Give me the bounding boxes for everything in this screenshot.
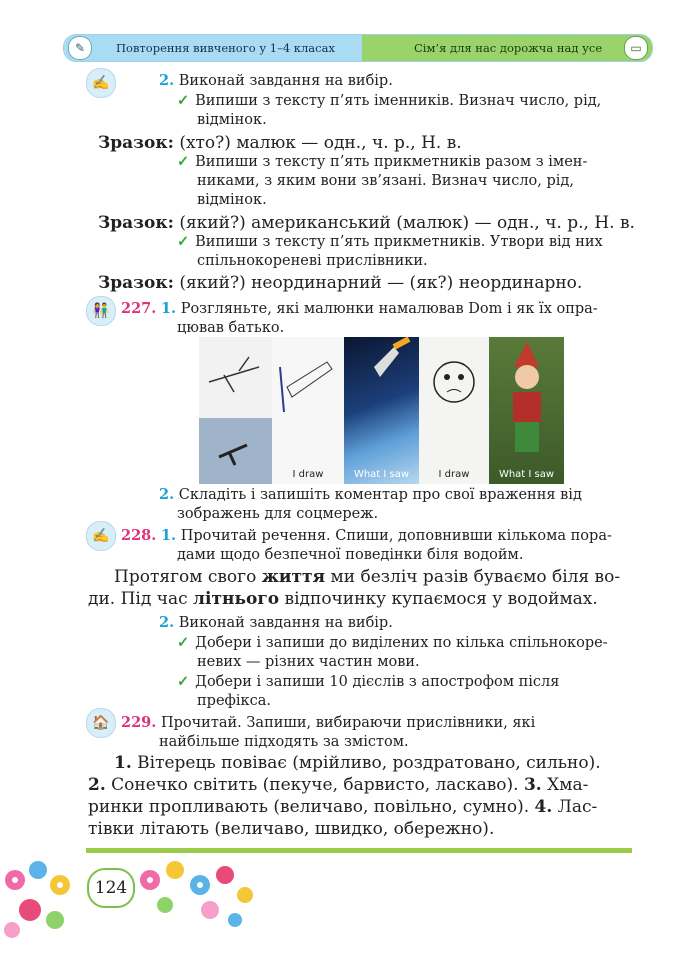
caption-what-i-saw: What I saw bbox=[498, 469, 555, 480]
option-text: Добери і запиши 10 дієслів з апострофом після bbox=[195, 674, 560, 690]
check-icon: ✓ bbox=[177, 92, 190, 109]
task-number: 2. bbox=[159, 486, 175, 503]
photo-space-shuttle bbox=[344, 337, 419, 484]
house-icon: 🏠 bbox=[86, 708, 116, 738]
ex227-task2-text: Складіть і запишіть коментар про свої враження від bbox=[178, 487, 582, 503]
task-intro bbox=[159, 72, 393, 90]
task-intro-text: Виконай завдання на вибір. bbox=[178, 73, 393, 89]
option-2-line-2: никами, з яким вони зв’язані. Визнач число, рід, bbox=[197, 173, 574, 189]
text-part: ми безліч разів буваємо біля во- bbox=[325, 567, 621, 587]
sentence-text: Хма- bbox=[541, 775, 589, 795]
sentence-number: 2. bbox=[88, 775, 106, 795]
children-pair-icon: 👫 bbox=[86, 296, 116, 326]
option-3-line-2: спільнокореневі прислівники. bbox=[197, 253, 428, 269]
header-right-title: Сім’я для нас дорожча над усе bbox=[414, 41, 603, 55]
text-part: Протягом свого bbox=[114, 567, 262, 587]
sample-label: Зразок: bbox=[98, 133, 174, 153]
shuttle-icon bbox=[344, 337, 419, 484]
sentence-number: 1. bbox=[114, 753, 132, 773]
sample-text: (хто?) малюк — одн., ч. р., Н. в. bbox=[179, 133, 462, 153]
photo-drawing-2 bbox=[419, 337, 489, 484]
open-book-icon: ▭ bbox=[624, 36, 648, 60]
option-text: Добери і запиши до виділених по кілька спільнокоре- bbox=[195, 635, 608, 651]
exercise-number: 227. bbox=[121, 300, 157, 317]
ex228-line-1 bbox=[121, 527, 612, 545]
pencil-write-icon: ✍ bbox=[86, 68, 116, 98]
sentence-number: 3. bbox=[523, 775, 542, 795]
sentence-text: Лас- bbox=[552, 797, 598, 817]
photo-drawing-1 bbox=[272, 337, 344, 484]
option-2-line-3: відмінок. bbox=[197, 192, 267, 208]
check-icon: ✓ bbox=[177, 233, 190, 250]
check-icon: ✓ bbox=[177, 634, 190, 651]
option-1-line-2: відмінок. bbox=[197, 112, 267, 128]
check-icon: ✓ bbox=[177, 153, 190, 170]
page-header bbox=[63, 34, 653, 62]
header-right-section bbox=[362, 35, 652, 61]
ex229-para-line-1 bbox=[114, 753, 601, 773]
ex229-para-line-4: тівки літають (величаво, швидко, обережно). bbox=[88, 819, 495, 839]
sample-label: Зразок: bbox=[98, 213, 174, 233]
sample-text: (який?) американський (малюк) — одн., ч. р., Н. в. bbox=[179, 213, 635, 233]
ex229-line-2: найбільше підходять за змістом. bbox=[159, 734, 409, 750]
page-number: 124 bbox=[87, 868, 135, 908]
ex227-task2-line-2: зображень для соцмереж. bbox=[177, 506, 379, 522]
option-text: Випиши з тексту п’ять іменників. Визнач число, рід, bbox=[195, 93, 602, 109]
sentence-number: 4. bbox=[534, 797, 553, 817]
caption-i-draw: I draw bbox=[292, 469, 324, 480]
face-drawing-icon bbox=[419, 337, 489, 484]
photo-hand-drawing-plane bbox=[199, 337, 272, 484]
header-left-section bbox=[64, 35, 362, 61]
task-number: 1. bbox=[160, 527, 177, 544]
option-text: Випиши з тексту п’ять прикметників разом з імен- bbox=[195, 154, 588, 170]
ex228-option-2-line-2: префікса. bbox=[197, 693, 271, 709]
option-3-line-1 bbox=[177, 233, 603, 251]
exercise-number: 229. bbox=[121, 714, 157, 731]
ex227-text: Розгляньте, які малюнки намалював Dom і як їх опра- bbox=[180, 301, 598, 317]
check-icon: ✓ bbox=[177, 673, 190, 690]
ex228-text-line-1 bbox=[114, 567, 620, 587]
feather-pen-icon: ✎ bbox=[68, 36, 92, 60]
sample-text: (який?) неординарний — (як?) неординарно. bbox=[179, 273, 583, 293]
sample-2 bbox=[98, 213, 635, 233]
ex227-line-1 bbox=[121, 300, 598, 318]
highlighted-word: літнього bbox=[193, 589, 280, 609]
sample-3 bbox=[98, 273, 582, 293]
drawings-image-strip bbox=[199, 337, 564, 484]
ex229-text: Прочитай. Запиши, вибираючи прислівники, які bbox=[160, 715, 536, 731]
task-number: 1. bbox=[160, 300, 177, 317]
photo-garden-gnome bbox=[489, 337, 564, 484]
ex228-text: Прочитай речення. Спиши, доповнивши кількома пора- bbox=[180, 528, 612, 544]
sentence-text: ринки пропливають (величаво, повільно, сумно). bbox=[88, 797, 535, 817]
ex229-para-line-2 bbox=[88, 775, 588, 795]
ex227-task2-line-1 bbox=[159, 486, 582, 504]
pencil-write-icon: ✍ bbox=[86, 521, 116, 551]
option-1-line-1 bbox=[177, 92, 601, 110]
sample-1 bbox=[98, 133, 462, 153]
rocket-drawing-icon bbox=[272, 337, 344, 484]
plane-drawing-icon bbox=[199, 337, 272, 484]
ex228-option-2-line-1 bbox=[177, 673, 559, 691]
ex228-option-1-line-1 bbox=[177, 634, 608, 652]
task-number: 2. bbox=[159, 72, 175, 89]
ex229-line-1 bbox=[121, 714, 535, 732]
task-number: 2. bbox=[159, 614, 175, 631]
ex228-text-line-2 bbox=[88, 589, 598, 609]
sentence-text: Вітерець повіває (мрійливо, роздратовано, сильно). bbox=[131, 753, 601, 773]
ex227-line-2: цював батько. bbox=[177, 320, 285, 336]
text-part: відпочинку купаємося у водоймах. bbox=[279, 589, 598, 609]
text-part: ди. Під час bbox=[88, 589, 194, 609]
exercise-number: 228. bbox=[121, 527, 157, 544]
sample-label: Зразок: bbox=[98, 273, 174, 293]
caption-i-draw: I draw bbox=[438, 469, 470, 480]
ex229-para-line-3 bbox=[88, 797, 597, 817]
caption-what-i-saw: What I saw bbox=[353, 469, 410, 480]
gnome-icon bbox=[489, 337, 564, 484]
header-left-title: Повторення вивченого у 1–4 класах bbox=[116, 41, 335, 55]
task-intro-text: Виконай завдання на вибір. bbox=[178, 615, 393, 631]
ex228-line-2: дами щодо безпечної поведінки біля водойм. bbox=[177, 547, 524, 563]
flower-border-icon bbox=[0, 840, 270, 950]
ex228-option-1-line-2: невих — різних частин мови. bbox=[197, 654, 420, 670]
sentence-text: Сонечко світить (пекуче, барвисто, ласкаво). bbox=[105, 775, 524, 795]
ex228-task2-intro bbox=[159, 614, 393, 632]
option-2-line-1 bbox=[177, 153, 587, 171]
highlighted-word: життя bbox=[261, 567, 326, 587]
option-text: Випиши з тексту п’ять прикметників. Утвори від них bbox=[195, 234, 603, 250]
